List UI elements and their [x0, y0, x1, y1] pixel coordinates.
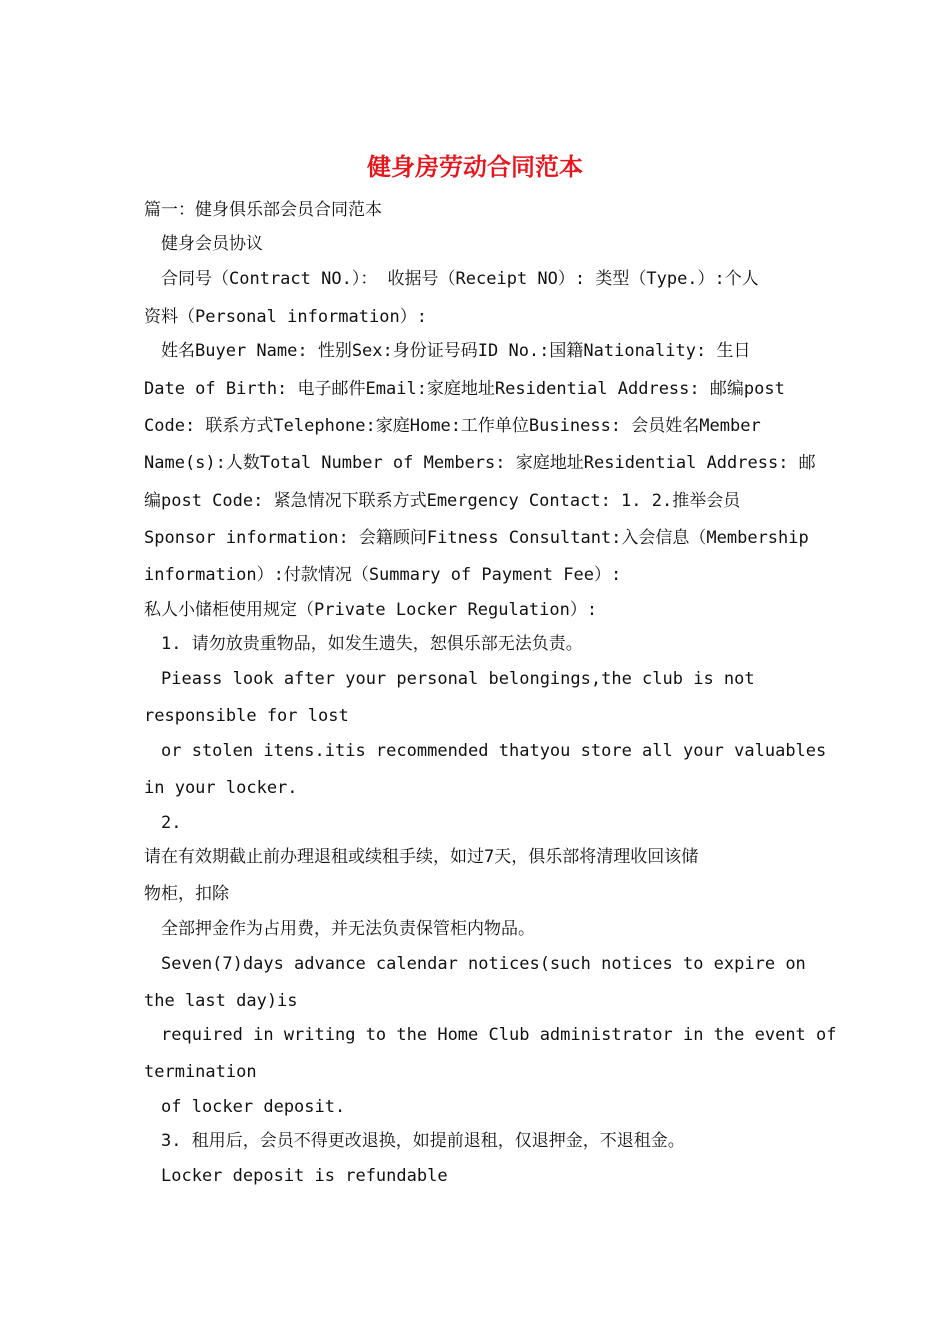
text-line: Seven(7)days advance calendar notices(such notices to expire on — [144, 954, 806, 974]
text-line: of locker deposit. — [144, 1097, 346, 1117]
text-line: 私人小储柜使用规定（Private Locker Regulation）: — [144, 600, 598, 620]
text-line: 物柜，扣除 — [144, 884, 229, 904]
text-line: 请在有效期截止前办理退租或续租手续，如过7天，俱乐部将清理收回该储 — [144, 847, 699, 867]
text-line: 姓名Buyer Name: 性别Sex:身份证号码ID No.:国籍Nationality: 生日 — [144, 341, 751, 361]
text-line: 合同号（Contract NO.）： 收据号（Receipt NO）: 类型（Type.）:个人 — [144, 269, 759, 289]
text-line: information）:付款情况（Summary of Payment Fee）: — [144, 565, 622, 585]
text-line: Date of Birth: 电子邮件Email:家庭地址Residential Address: 邮编post — [144, 379, 785, 399]
text-line: 全部押金作为占用费，并无法负责保管柜内物品。 — [144, 919, 535, 939]
text-line: the last day)is — [144, 991, 298, 1011]
text-line: Sponsor information: 会籍顾问Fitness Consultant:入会信息（Membership — [144, 528, 809, 548]
document-title: 健身房劳动合同范本 — [367, 152, 583, 181]
text-line: 2. — [144, 813, 182, 833]
text-line: 3. 租用后，会员不得更改退换，如提前退租，仅退押金，不退租金。 — [144, 1131, 685, 1151]
text-line: Locker deposit is refundable — [144, 1166, 448, 1186]
text-line: responsible for lost — [144, 706, 349, 726]
text-line: termination — [144, 1062, 257, 1082]
text-line: 健身会员协议 — [144, 234, 263, 254]
text-line: required in writing to the Home Club administrator in the event of — [144, 1025, 837, 1045]
text-line: Name(s):人数Total Number of Members: 家庭地址Residential Address: 邮 — [144, 453, 816, 473]
text-line: 编post Code: 紧急情况下联系方式Emergency Contact: 1. 2.推举会员 — [144, 491, 741, 511]
text-line: 篇一：健身俱乐部会员合同范本 — [144, 200, 382, 220]
text-line: 资料（Personal information）: — [144, 307, 427, 327]
text-line: Pieass look after your personal belongings,the club is not — [144, 669, 755, 689]
text-line: or stolen itens.itis recommended thatyou store all your valuables — [144, 741, 827, 761]
text-line: in your locker. — [144, 778, 298, 798]
text-line: Code: 联系方式Telephone:家庭Home:工作单位Business: 会员姓名Member — [144, 416, 761, 436]
text-line: 1. 请勿放贵重物品，如发生遗失，恕俱乐部无法负责。 — [144, 634, 583, 654]
